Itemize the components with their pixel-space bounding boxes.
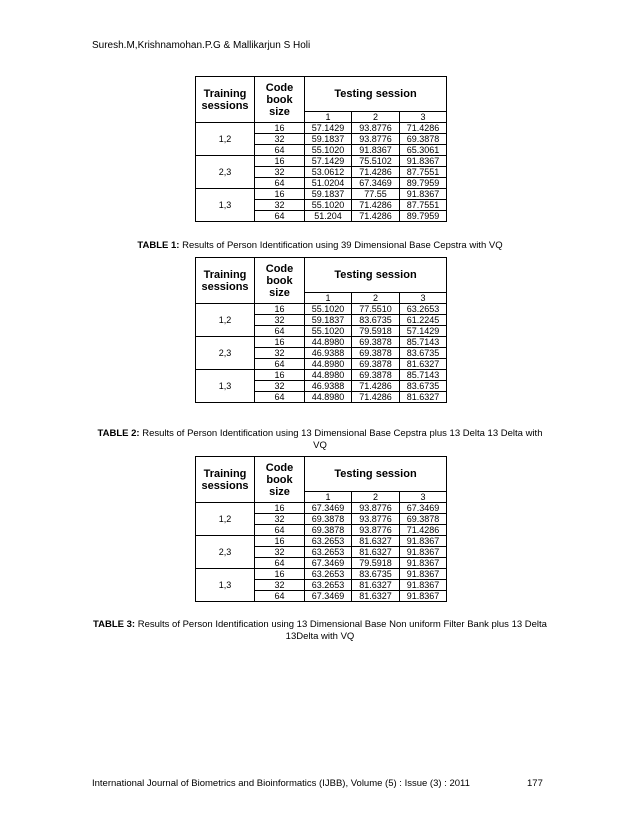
accuracy-cell: 91.8367 [400,591,447,602]
accuracy-cell: 51.0204 [305,178,352,189]
table-1-caption-text: Results of Person Identification using 39 Dimensional Base Cepstra with VQ [179,240,503,251]
codebook-size-cell: 16 [255,337,305,348]
header-session-3: 3 [400,492,447,503]
table-3-caption-label: TABLE 3: [93,619,136,630]
codebook-size-cell: 64 [255,145,305,156]
accuracy-cell: 85.7143 [400,337,447,348]
codebook-size-cell: 16 [255,503,305,514]
accuracy-cell: 93.8776 [352,503,400,514]
codebook-size-cell: 16 [255,569,305,580]
training-sessions-cell: 1,2 [196,503,255,536]
accuracy-cell: 67.3469 [400,503,447,514]
accuracy-cell: 77.5510 [352,304,400,315]
table-2-caption-text: Results of Person Identification using 13 Dimensional Base Cepstra plus 13 Delta 13 Delta with VQ [139,428,543,451]
codebook-size-cell: 32 [255,134,305,145]
accuracy-cell: 59.1837 [305,189,352,200]
accuracy-cell: 69.3878 [352,337,400,348]
accuracy-cell: 63.2653 [305,580,352,591]
table-3-caption-text: Results of Person Identification using 13 Dimensional Base Non uniform Filter Bank plus 13 Delta 13Delta with VQ [135,619,547,642]
accuracy-cell: 57.1429 [305,123,352,134]
accuracy-cell: 46.9388 [305,381,352,392]
accuracy-cell: 87.7551 [400,167,447,178]
training-sessions-cell: 1,3 [196,189,255,222]
header-session-3: 3 [400,293,447,304]
header-codebook-size: Code book size [255,457,305,503]
accuracy-cell: 57.1429 [400,326,447,337]
table-row [196,156,447,167]
accuracy-cell: 59.1837 [305,315,352,326]
accuracy-cell: 91.8367 [400,547,447,558]
accuracy-cell: 59.1837 [305,134,352,145]
header-codebook-size: Code book size [255,258,305,304]
training-sessions-cell: 1,2 [196,304,255,337]
accuracy-cell: 71.4286 [400,123,447,134]
accuracy-cell: 69.3878 [305,514,352,525]
accuracy-cell: 55.1020 [305,304,352,315]
table-header-row [196,258,447,293]
header-testing-session: Testing session [305,77,447,112]
accuracy-cell: 67.3469 [305,558,352,569]
accuracy-cell: 55.1020 [305,200,352,211]
table-2-caption [92,428,548,452]
table-header-row [196,457,447,492]
accuracy-cell: 65.3061 [400,145,447,156]
codebook-size-cell: 32 [255,315,305,326]
accuracy-cell: 44.8980 [305,370,352,381]
table-row [196,536,447,547]
table-1-caption-label: TABLE 1: [137,240,180,251]
header-training-sessions: Training sessions [196,457,255,503]
codebook-size-cell: 32 [255,348,305,359]
accuracy-cell: 71.4286 [352,200,400,211]
header-session-2: 2 [352,112,400,123]
footer-journal-citation: International Journal of Biometrics and Bioinformatics (IJBB), Volume (5) : Issue (3) : 2011 [92,778,470,789]
codebook-size-cell: 64 [255,558,305,569]
accuracy-cell: 51.204 [305,211,352,222]
accuracy-cell: 87.7551 [400,200,447,211]
results-table [195,257,447,403]
accuracy-cell: 67.3469 [305,503,352,514]
results-table [195,456,447,602]
table-2 [195,257,446,403]
accuracy-cell: 79.5918 [352,558,400,569]
table-row [196,123,447,134]
accuracy-cell: 93.8776 [352,123,400,134]
table-row [196,304,447,315]
accuracy-cell: 93.8776 [352,514,400,525]
accuracy-cell: 53.0612 [305,167,352,178]
accuracy-cell: 83.6735 [352,569,400,580]
accuracy-cell: 91.8367 [400,189,447,200]
table-3-caption [92,619,548,643]
codebook-size-cell: 32 [255,514,305,525]
header-training-sessions: Training sessions [196,258,255,304]
codebook-size-cell: 64 [255,525,305,536]
accuracy-cell: 44.8980 [305,392,352,403]
accuracy-cell: 75.5102 [352,156,400,167]
table-2-caption-label: TABLE 2: [97,428,140,439]
table-1-caption [60,240,580,252]
training-sessions-cell: 1,2 [196,123,255,156]
header-session-2: 2 [352,293,400,304]
accuracy-cell: 71.4286 [400,525,447,536]
codebook-size-cell: 64 [255,211,305,222]
table-row [196,503,447,514]
accuracy-cell: 63.2653 [305,569,352,580]
header-codebook-size: Code book size [255,77,305,123]
codebook-size-cell: 16 [255,189,305,200]
accuracy-cell: 91.8367 [400,580,447,591]
codebook-size-cell: 32 [255,381,305,392]
accuracy-cell: 46.9388 [305,348,352,359]
accuracy-cell: 67.3469 [352,178,400,189]
accuracy-cell: 89.7959 [400,211,447,222]
accuracy-cell: 81.6327 [400,359,447,370]
header-session-1: 1 [305,492,352,503]
training-sessions-cell: 2,3 [196,337,255,370]
accuracy-cell: 83.6735 [352,315,400,326]
codebook-size-cell: 64 [255,359,305,370]
accuracy-cell: 89.7959 [400,178,447,189]
accuracy-cell: 91.8367 [352,145,400,156]
training-sessions-cell: 2,3 [196,536,255,569]
codebook-size-cell: 32 [255,167,305,178]
accuracy-cell: 81.6327 [352,536,400,547]
table-row [196,569,447,580]
accuracy-cell: 55.1020 [305,145,352,156]
training-sessions-cell: 1,3 [196,370,255,403]
header-session-1: 1 [305,293,352,304]
accuracy-cell: 63.2653 [305,547,352,558]
accuracy-cell: 81.6327 [352,547,400,558]
training-sessions-cell: 1,3 [196,569,255,602]
accuracy-cell: 69.3878 [305,525,352,536]
header-session-2: 2 [352,492,400,503]
table-3 [195,456,446,602]
codebook-size-cell: 32 [255,580,305,591]
codebook-size-cell: 16 [255,156,305,167]
accuracy-cell: 77.55 [352,189,400,200]
codebook-size-cell: 64 [255,591,305,602]
accuracy-cell: 91.8367 [400,569,447,580]
codebook-size-cell: 64 [255,326,305,337]
table-row [196,337,447,348]
codebook-size-cell: 32 [255,547,305,558]
accuracy-cell: 69.3878 [352,359,400,370]
accuracy-cell: 44.8980 [305,337,352,348]
accuracy-cell: 91.8367 [400,536,447,547]
accuracy-cell: 69.3878 [400,134,447,145]
accuracy-cell: 57.1429 [305,156,352,167]
accuracy-cell: 71.4286 [352,211,400,222]
table-1 [195,76,446,222]
accuracy-cell: 81.6327 [352,580,400,591]
accuracy-cell: 83.6735 [400,348,447,359]
accuracy-cell: 91.8367 [400,156,447,167]
page-number: 177 [527,778,543,789]
table-row [196,370,447,381]
header-testing-session: Testing session [305,258,447,293]
accuracy-cell: 71.4286 [352,167,400,178]
accuracy-cell: 81.6327 [352,591,400,602]
codebook-size-cell: 16 [255,370,305,381]
accuracy-cell: 91.8367 [400,558,447,569]
codebook-size-cell: 32 [255,200,305,211]
training-sessions-cell: 2,3 [196,156,255,189]
accuracy-cell: 93.8776 [352,525,400,536]
accuracy-cell: 67.3469 [305,591,352,602]
running-header-authors: Suresh.M,Krishnamohan.P.G & Mallikarjun S Holi [92,40,311,51]
header-session-1: 1 [305,112,352,123]
accuracy-cell: 55.1020 [305,326,352,337]
accuracy-cell: 71.4286 [352,381,400,392]
accuracy-cell: 71.4286 [352,392,400,403]
results-table [195,76,447,222]
accuracy-cell: 69.3878 [352,348,400,359]
accuracy-cell: 79.5918 [352,326,400,337]
accuracy-cell: 93.8776 [352,134,400,145]
header-session-3: 3 [400,112,447,123]
accuracy-cell: 83.6735 [400,381,447,392]
header-testing-session: Testing session [305,457,447,492]
accuracy-cell: 61.2245 [400,315,447,326]
table-header-row [196,77,447,112]
accuracy-cell: 69.3878 [400,514,447,525]
header-training-sessions: Training sessions [196,77,255,123]
codebook-size-cell: 64 [255,178,305,189]
codebook-size-cell: 16 [255,304,305,315]
accuracy-cell: 63.2653 [305,536,352,547]
codebook-size-cell: 16 [255,123,305,134]
table-row [196,189,447,200]
codebook-size-cell: 64 [255,392,305,403]
codebook-size-cell: 16 [255,536,305,547]
accuracy-cell: 85.7143 [400,370,447,381]
accuracy-cell: 69.3878 [352,370,400,381]
accuracy-cell: 44.8980 [305,359,352,370]
accuracy-cell: 81.6327 [400,392,447,403]
accuracy-cell: 63.2653 [400,304,447,315]
